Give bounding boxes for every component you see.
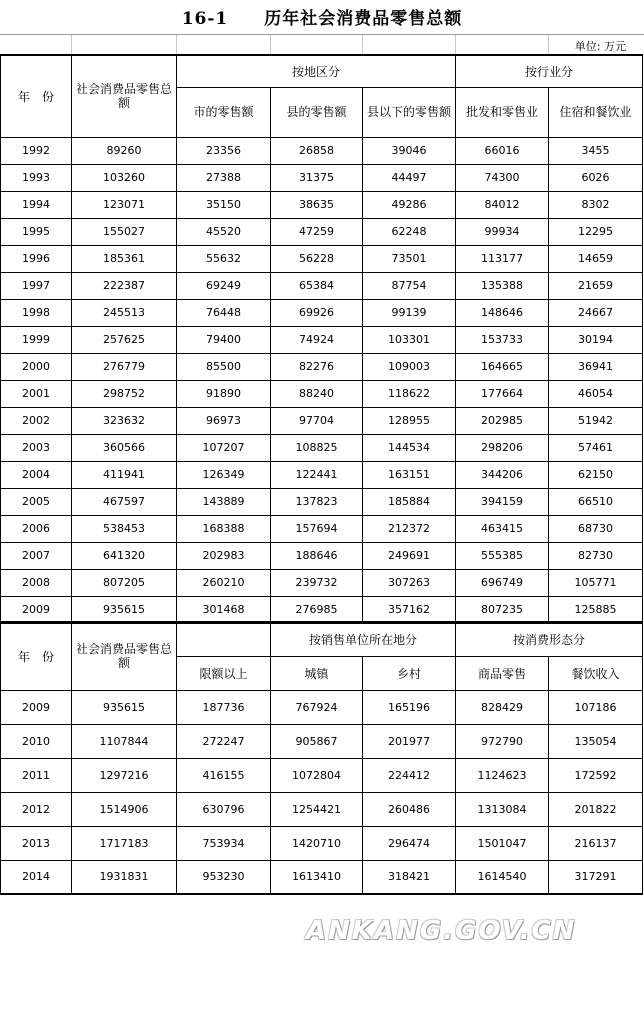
table-cell: 696749 [456, 569, 549, 596]
table-cell: 416155 [177, 758, 271, 792]
table-cell: 85500 [177, 353, 271, 380]
table-cell: 216137 [549, 826, 643, 860]
header-city-retail: 市的零售额 [177, 87, 271, 137]
table-cell: 56228 [271, 245, 363, 272]
header-rural: 乡村 [363, 656, 456, 690]
table-cell: 36941 [549, 353, 643, 380]
table-cell: 201977 [363, 724, 456, 758]
table-cell: 35150 [177, 191, 271, 218]
table-cell: 2012 [1, 792, 72, 826]
table-row [1, 380, 643, 407]
table-row [1, 434, 643, 461]
table-row [1, 191, 643, 218]
table-cell: 51942 [549, 407, 643, 434]
table-cell: 2010 [1, 724, 72, 758]
table-row [1, 407, 643, 434]
table-cell: 27388 [177, 164, 271, 191]
retail-table-by-region-industry [0, 54, 643, 624]
table-row [1, 569, 643, 596]
table-cell: 317291 [549, 860, 643, 894]
table-cell: 68730 [549, 515, 643, 542]
table-cell: 2011 [1, 758, 72, 792]
table-row [1, 724, 643, 758]
table-cell: 2008 [1, 569, 72, 596]
table-cell: 103301 [363, 326, 456, 353]
table-cell: 44497 [363, 164, 456, 191]
table-cell: 118622 [363, 380, 456, 407]
header-by-consumption-form: 按消费形态分 [456, 622, 643, 656]
table-cell: 87754 [363, 272, 456, 299]
table-cell: 249691 [363, 542, 456, 569]
table-cell: 84012 [456, 191, 549, 218]
table-cell: 1994 [1, 191, 72, 218]
title-number: 16-1 [181, 9, 229, 29]
table-cell: 1717183 [72, 826, 177, 860]
table-cell: 2006 [1, 515, 72, 542]
table-cell: 767924 [271, 690, 363, 724]
table-cell: 2001 [1, 380, 72, 407]
table-cell: 953230 [177, 860, 271, 894]
table-cell: 99934 [456, 218, 549, 245]
table-cell: 168388 [177, 515, 271, 542]
table-cell: 1420710 [271, 826, 363, 860]
table-cell: 188646 [271, 542, 363, 569]
table-cell: 201822 [549, 792, 643, 826]
table-cell: 411941 [72, 461, 177, 488]
table-cell: 467597 [72, 488, 177, 515]
table-cell: 2000 [1, 353, 72, 380]
table-row [1, 326, 643, 353]
table-row [1, 461, 643, 488]
table-cell: 105771 [549, 569, 643, 596]
table-row [1, 596, 643, 623]
table-row [1, 299, 643, 326]
table-cell: 2014 [1, 860, 72, 894]
table-cell: 46054 [549, 380, 643, 407]
table-cell: 2009 [1, 596, 72, 623]
table-cell: 135388 [456, 272, 549, 299]
unit-label: 单位: 万元 [574, 40, 626, 53]
table-cell: 360566 [72, 434, 177, 461]
table-cell: 65384 [271, 272, 363, 299]
table-cell: 630796 [177, 792, 271, 826]
header-year-2: 年 份 [1, 622, 72, 690]
table-cell: 55632 [177, 245, 271, 272]
table-cell: 202983 [177, 542, 271, 569]
table-cell: 99139 [363, 299, 456, 326]
table-cell: 276779 [72, 353, 177, 380]
table-row [1, 690, 643, 724]
table-cell: 298206 [456, 434, 549, 461]
table-cell: 164665 [456, 353, 549, 380]
table-cell: 1995 [1, 218, 72, 245]
table-cell: 1993 [1, 164, 72, 191]
table-cell: 88240 [271, 380, 363, 407]
table-row [1, 164, 643, 191]
table-cell: 1501047 [456, 826, 549, 860]
table-cell: 107207 [177, 434, 271, 461]
table-cell: 47259 [271, 218, 363, 245]
table-cell: 307263 [363, 569, 456, 596]
table-cell: 103260 [72, 164, 177, 191]
table-cell: 2013 [1, 826, 72, 860]
table-cell: 1992 [1, 137, 72, 164]
table-cell: 276985 [271, 596, 363, 623]
table-cell: 113177 [456, 245, 549, 272]
table-cell: 135054 [549, 724, 643, 758]
table-cell: 74300 [456, 164, 549, 191]
table-cell: 1124623 [456, 758, 549, 792]
table-cell: 62248 [363, 218, 456, 245]
table-cell: 137823 [271, 488, 363, 515]
table-cell: 1996 [1, 245, 72, 272]
table-cell: 2003 [1, 434, 72, 461]
header-catering-income: 餐饮收入 [549, 656, 643, 690]
table-cell: 73501 [363, 245, 456, 272]
table-cell: 30194 [549, 326, 643, 353]
table-row [1, 792, 643, 826]
table-cell: 2002 [1, 407, 72, 434]
table-cell: 257625 [72, 326, 177, 353]
table-cell: 165196 [363, 690, 456, 724]
header-below-county-retail: 县以下的零售额 [363, 87, 456, 137]
table-cell: 8302 [549, 191, 643, 218]
table-cell: 185884 [363, 488, 456, 515]
table-cell: 2009 [1, 690, 72, 724]
table-cell: 463415 [456, 515, 549, 542]
table-cell: 148646 [456, 299, 549, 326]
table-cell: 1072804 [271, 758, 363, 792]
table-cell: 357162 [363, 596, 456, 623]
table-cell: 1254421 [271, 792, 363, 826]
table-cell: 74924 [271, 326, 363, 353]
table-cell: 272247 [177, 724, 271, 758]
table-cell: 641320 [72, 542, 177, 569]
table-cell: 2007 [1, 542, 72, 569]
header-total: 社会消费品零售总额 [72, 55, 177, 137]
header-by-location: 按销售单位所在地分 [271, 622, 456, 656]
table-cell: 3455 [549, 137, 643, 164]
table-cell: 972790 [456, 724, 549, 758]
table-cell: 82730 [549, 542, 643, 569]
table-cell: 296474 [363, 826, 456, 860]
table-cell: 26858 [271, 137, 363, 164]
table-row [1, 515, 643, 542]
table-cell: 222387 [72, 272, 177, 299]
table-row [1, 758, 643, 792]
header-county-retail: 县的零售额 [271, 87, 363, 137]
table-cell: 224412 [363, 758, 456, 792]
table-row [1, 245, 643, 272]
table-cell: 187736 [177, 690, 271, 724]
table-cell: 394159 [456, 488, 549, 515]
table-cell: 1998 [1, 299, 72, 326]
table-cell: 344206 [456, 461, 549, 488]
header-year: 年 份 [1, 55, 72, 137]
table-cell: 128955 [363, 407, 456, 434]
table-cell: 39046 [363, 137, 456, 164]
table-cell: 153733 [456, 326, 549, 353]
table-cell: 144534 [363, 434, 456, 461]
table-cell: 1297216 [72, 758, 177, 792]
table-cell: 2004 [1, 461, 72, 488]
table-row [1, 488, 643, 515]
table-row [1, 272, 643, 299]
table-cell: 1931831 [72, 860, 177, 894]
table-cell: 66016 [456, 137, 549, 164]
table-row [1, 542, 643, 569]
table-cell: 1514906 [72, 792, 177, 826]
table-row [1, 137, 643, 164]
table-cell: 69926 [271, 299, 363, 326]
table-cell: 82276 [271, 353, 363, 380]
page-title [0, 0, 644, 34]
table-cell: 239732 [271, 569, 363, 596]
table-cell: 69249 [177, 272, 271, 299]
table-cell: 753934 [177, 826, 271, 860]
table-cell: 298752 [72, 380, 177, 407]
table-cell: 155027 [72, 218, 177, 245]
table-cell: 57461 [549, 434, 643, 461]
table-cell: 538453 [72, 515, 177, 542]
table-row [1, 353, 643, 380]
header-total-2: 社会消费品零售总额 [72, 622, 177, 690]
table-cell: 45520 [177, 218, 271, 245]
table-cell: 318421 [363, 860, 456, 894]
table-cell: 202985 [456, 407, 549, 434]
table-cell: 143889 [177, 488, 271, 515]
table-cell: 109003 [363, 353, 456, 380]
table-cell: 107186 [549, 690, 643, 724]
header-goods-retail: 商品零售 [456, 656, 549, 690]
table-cell: 125885 [549, 596, 643, 623]
table-cell: 66510 [549, 488, 643, 515]
table-cell: 157694 [271, 515, 363, 542]
table-cell: 91890 [177, 380, 271, 407]
table-row [1, 826, 643, 860]
table-cell: 24667 [549, 299, 643, 326]
table-cell: 1997 [1, 272, 72, 299]
table-cell: 163151 [363, 461, 456, 488]
table-cell: 935615 [72, 690, 177, 724]
table-cell: 212372 [363, 515, 456, 542]
header-wholesale-retail: 批发和零售业 [456, 87, 549, 137]
table-cell: 79400 [177, 326, 271, 353]
table-cell: 23356 [177, 137, 271, 164]
table-cell: 21659 [549, 272, 643, 299]
table-cell: 49286 [363, 191, 456, 218]
unit-row [0, 34, 644, 55]
table-cell: 1999 [1, 326, 72, 353]
table-cell: 108825 [271, 434, 363, 461]
table-row [1, 860, 643, 894]
table-cell: 122441 [271, 461, 363, 488]
table-cell: 96973 [177, 407, 271, 434]
table-cell: 38635 [271, 191, 363, 218]
table-cell: 828429 [456, 690, 549, 724]
table-cell: 245513 [72, 299, 177, 326]
table-cell: 935615 [72, 596, 177, 623]
table-cell: 172592 [549, 758, 643, 792]
table-cell: 126349 [177, 461, 271, 488]
table-cell: 807235 [456, 596, 549, 623]
table-cell: 14659 [549, 245, 643, 272]
table-cell: 185361 [72, 245, 177, 272]
table-cell: 6026 [549, 164, 643, 191]
table-cell: 62150 [549, 461, 643, 488]
header-by-industry: 按行业分 [456, 55, 643, 87]
table-cell: 2005 [1, 488, 72, 515]
table-cell: 123071 [72, 191, 177, 218]
table-cell: 260486 [363, 792, 456, 826]
table-cell: 807205 [72, 569, 177, 596]
table-cell: 97704 [271, 407, 363, 434]
table-cell: 1313084 [456, 792, 549, 826]
table-cell: 76448 [177, 299, 271, 326]
table-cell: 1614540 [456, 860, 549, 894]
table-row [1, 218, 643, 245]
table-cell: 12295 [549, 218, 643, 245]
table-cell: 301468 [177, 596, 271, 623]
table-cell: 1107844 [72, 724, 177, 758]
table-cell: 1613410 [271, 860, 363, 894]
header-hotel-catering: 住宿和餐饮业 [549, 87, 643, 137]
title-text: 历年社会消费品零售总额 [264, 9, 463, 29]
header-urban: 城镇 [271, 656, 363, 690]
table-cell: 31375 [271, 164, 363, 191]
table-cell: 905867 [271, 724, 363, 758]
table-cell: 260210 [177, 569, 271, 596]
table-cell: 177664 [456, 380, 549, 407]
header-above-limit: 限额以上 [177, 656, 271, 690]
site-watermark: ANKANG.GOV.CN [306, 916, 577, 946]
header-by-region: 按地区分 [177, 55, 456, 87]
table-cell: 89260 [72, 137, 177, 164]
table-cell: 555385 [456, 542, 549, 569]
table-cell: 323632 [72, 407, 177, 434]
retail-table-by-location-form [0, 621, 643, 895]
